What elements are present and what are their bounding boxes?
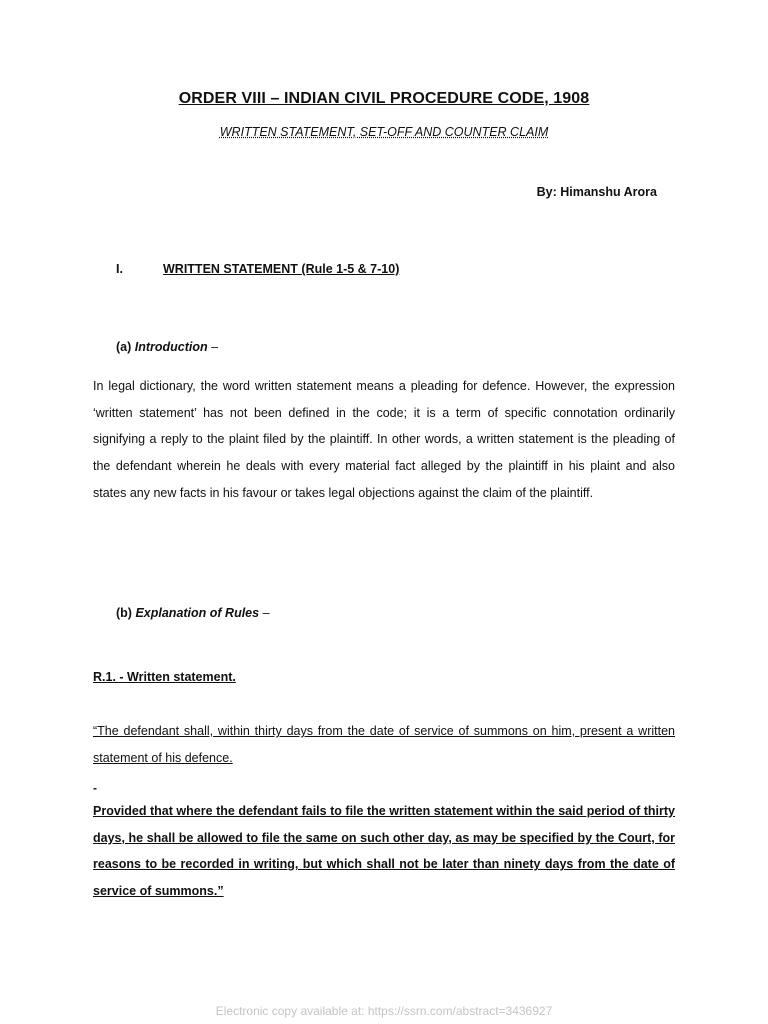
subheading-letter: (a) [116, 340, 132, 354]
proviso-paragraph [93, 798, 675, 905]
section-title: WRITTEN STATEMENT (Rule 1-5 & 7-10) [163, 262, 400, 276]
subheading-dash: – [207, 340, 219, 354]
rule-heading: R.1. - Written statement. [93, 670, 236, 684]
subheading-dash: – [259, 606, 270, 620]
subheading-explanation [116, 606, 270, 620]
footer-watermark: Electronic copy available at: https://ssrn.com/abstract=3436927 [215, 1004, 553, 1018]
rule-quote-text: “The defendant shall, within thirty days from the date of service of summons on him, present a written statement of his defence. [93, 724, 675, 765]
subheading-letter: (b) [116, 606, 132, 620]
section-number: I. [116, 262, 123, 276]
subheading-introduction [116, 340, 218, 354]
introduction-paragraph: In legal dictionary, the word written statement means a pleading for defence. However, the expression ‘written statement’ has not been defined in the code; it is a term of specific connotation ordinarily signifying a reply to the plaint filed by the plaintiff. In other words, a written statement is the pleading of the defendant wherein he deals with every material fact alleged by the plaintiff in his plaint and also states any new facts in his favour or takes legal objections against the claim of the plaintiff. [93, 379, 675, 500]
rule-quote-paragraph [93, 718, 675, 771]
separator-mark: - [93, 781, 97, 795]
author-line: By: Himanshu Arora [536, 185, 657, 199]
proviso-text: Provided that where the defendant fails to file the written statement within the said period of thirty days, he shall be allowed to file the same on such other day, as may be specified by the Court, for reasons to be recorded in writing, but which shall not be later than ninety days from the date of service of summons.” [93, 804, 675, 899]
subheading-label: Introduction [134, 340, 208, 354]
document-subtitle: WRITTEN STATEMENT, SET-OFF AND COUNTER CLAIM [219, 125, 549, 139]
subheading-label: Explanation of Rules [135, 606, 260, 620]
document-title: ORDER VIII – INDIAN CIVIL PROCEDURE CODE, 1908 [178, 90, 590, 107]
section-heading [116, 262, 399, 276]
